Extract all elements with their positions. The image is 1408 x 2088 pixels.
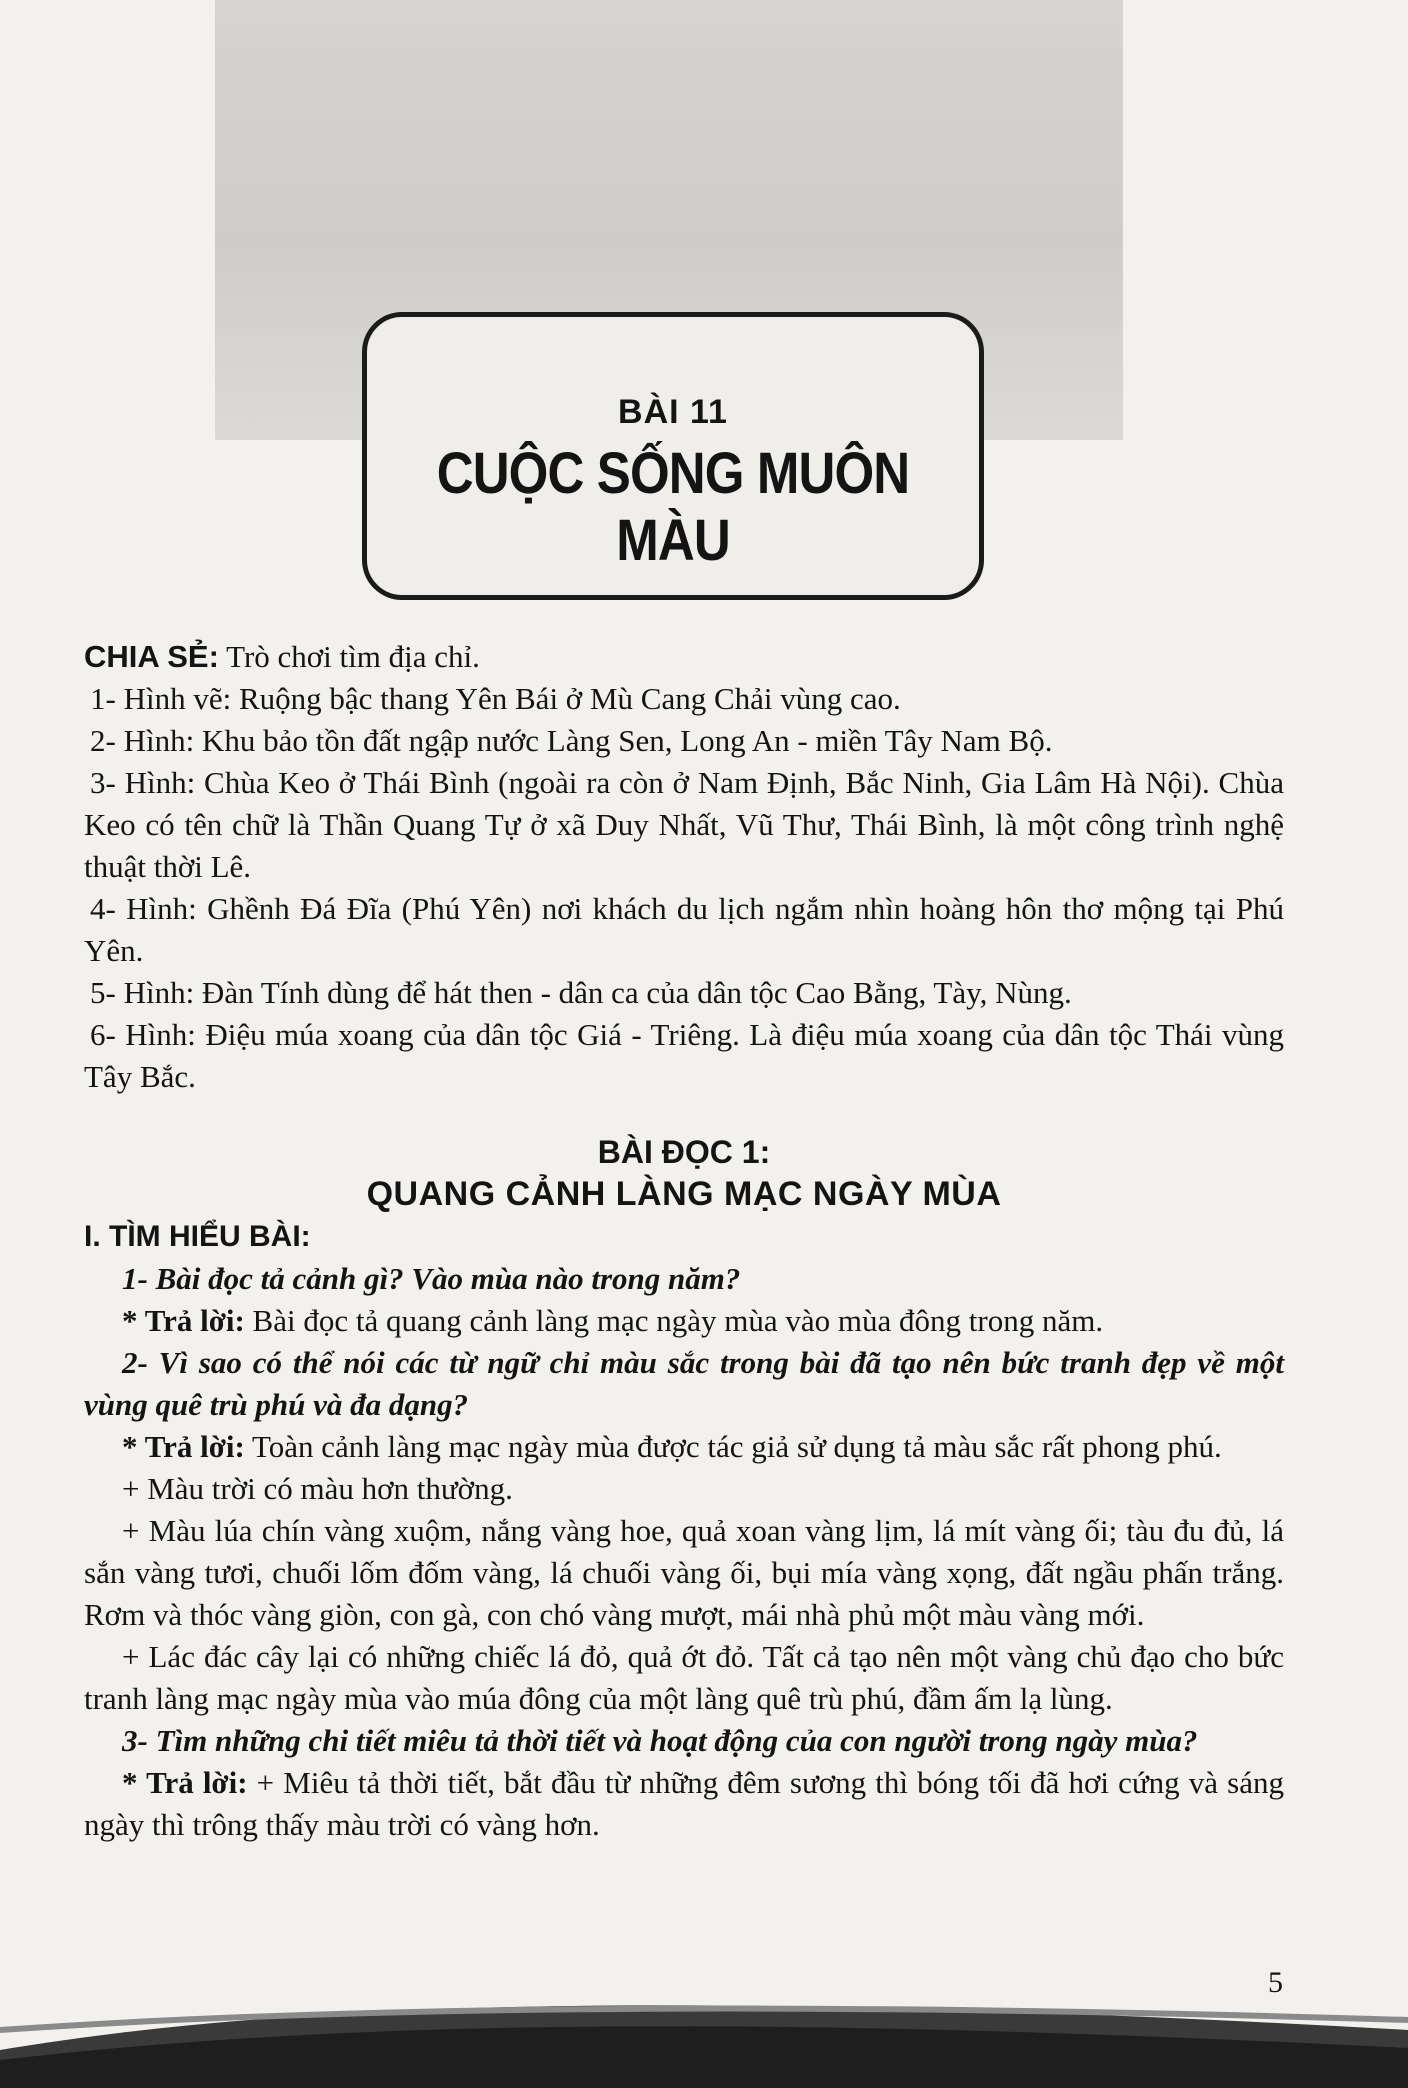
answer-label: * Trả lời:	[122, 1765, 248, 1800]
share-item: 2- Hình: Khu bảo tồn đất ngập nước Làng Sen, Long An - miền Tây Nam Bộ.	[90, 723, 1053, 758]
reading-label: BÀI ĐỌC 1:	[597, 1134, 771, 1170]
section-heading: I. TÌM HIỂU BÀI:	[84, 1220, 311, 1253]
share-label: CHIA SẺ:	[84, 639, 219, 674]
question-1: 1- Bài đọc tả cảnh gì? Vào mùa nào trong năm?	[122, 1261, 741, 1296]
answer-2: * Trả lời: Toàn cảnh làng mạc ngày mùa được tác giả sử dụng tả màu sắc rất phong phú.	[122, 1429, 1222, 1464]
answer-2-point: + Màu trời có màu hơn thường.	[122, 1471, 513, 1506]
share-heading	[84, 636, 1284, 678]
lesson-number: BÀI 11	[618, 393, 728, 431]
answer-label: * Trả lời:	[122, 1303, 245, 1338]
share-item: 6- Hình: Điệu múa xoang của dân tộc Giá - Triêng. Là điệu múa xoang của dân tộc Thái vùng Tây Bắc.	[84, 1017, 1284, 1094]
answer-2-point: + Màu lúa chín vàng xuộm, nắng vàng hoe, quả xoan vàng lịm, lá mít vàng ối; tàu đu đủ, lá sắn vàng tươi, chuối lốm đốm vàng, lá chuối vàng ối, bụi mía vàng xọng, đất ngầu phấn trắng. Rơm và thóc vàng giòn, con gà, con chó vàng mượt, mái nhà phủ một màu vàng mới.	[84, 1513, 1284, 1632]
answer-1: * Trả lời: Bài đọc tả quang cảnh làng mạc ngày mùa vào mùa đông trong năm.	[122, 1303, 1104, 1338]
share-intro: Trò chơi tìm địa chỉ.	[218, 639, 480, 674]
question-2: 2- Vì sao có thể nói các từ ngữ chỉ màu sắc trong bài đã tạo nên bức tranh đẹp về một vùng quê trù phú và đa dạng?	[84, 1345, 1284, 1422]
answer-2-point: + Lác đác cây lại có những chiếc lá đỏ, quả ớt đỏ. Tất cả tạo nên một vàng chủ đạo cho bức tranh làng mạc ngày mùa vào múa đông của một làng quê trù phú, đầm ấm lạ lùng.	[84, 1639, 1284, 1716]
lesson-title-box	[362, 312, 984, 600]
share-item: 3- Hình: Chùa Keo ở Thái Bình (ngoài ra còn ở Nam Định, Bắc Ninh, Gia Lâm Hà Nội). Chùa Keo có tên chữ là Thần Quang Tự ở xã Duy Nhất, Vũ Thư, Thái Bình, là một công trình nghệ thuật thời Lê.	[84, 765, 1284, 884]
question-3: 3- Tìm những chi tiết miêu tả thời tiết và hoạt động của con người trong ngày mùa?	[122, 1723, 1198, 1758]
share-item: 1- Hình vẽ: Ruộng bậc thang Yên Bái ở Mù Cang Chải vùng cao.	[90, 681, 901, 716]
share-item: 4- Hình: Ghềnh Đá Đĩa (Phú Yên) nơi khách du lịch ngắm nhìn hoàng hôn thơ mộng tại Phú Yên.	[84, 891, 1284, 968]
lesson-title: CUỘC SỐNG MUÔN MÀU	[436, 441, 910, 573]
reading-heading	[84, 1132, 1284, 1216]
answer-3: * Trả lời: + Miêu tả thời tiết, bắt đầu từ những đêm sương thì bóng tối đã hơi cứng và sáng ngày thì trông thấy màu trời có vàng hơn.	[84, 1765, 1284, 1842]
page-number: 5	[1268, 1966, 1283, 1999]
page-content	[84, 636, 1284, 1846]
reading-title: QUANG CẢNH LÀNG MẠC NGÀY MÙA	[366, 1175, 1002, 1213]
footer-swoosh-decoration	[0, 1990, 1408, 2088]
share-item: 5- Hình: Đàn Tính dùng để hát then - dân ca của dân tộc Cao Bằng, Tày, Nùng.	[90, 975, 1072, 1010]
answer-label: * Trả lời:	[122, 1429, 245, 1464]
